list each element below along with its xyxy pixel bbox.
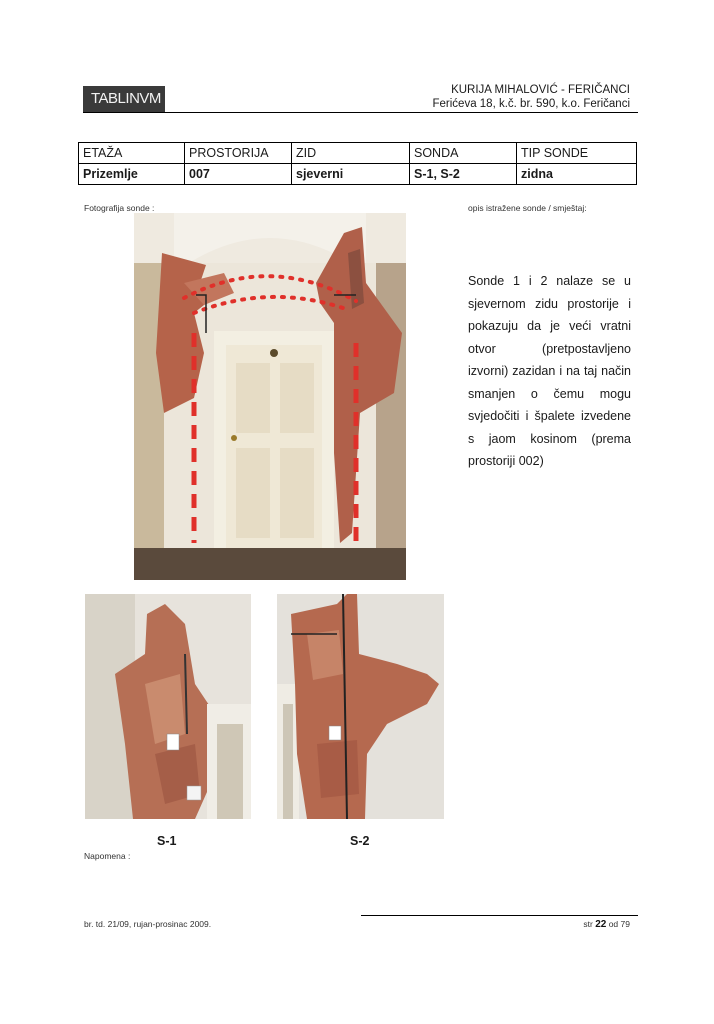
table-cell: 007	[185, 164, 292, 185]
table-header-cell: ZID	[292, 143, 410, 164]
note-label: Napomena :	[84, 851, 131, 861]
page-number	[583, 919, 630, 930]
footer-divider	[361, 915, 638, 916]
table-header-cell: SONDA	[410, 143, 517, 164]
probe-s2-photo	[277, 594, 444, 819]
table-cell: zidna	[517, 164, 637, 185]
s1-label: S-1	[157, 834, 177, 848]
table-header-cell: PROSTORIJA	[185, 143, 292, 164]
table-row	[79, 164, 637, 185]
probe-info-table	[78, 142, 637, 185]
document-title: KURIJA MIHALOVIĆ - FERIČANCI	[451, 84, 630, 96]
main-door-photo	[134, 213, 406, 580]
header-divider	[83, 112, 638, 113]
document-address: Ferićeva 18, k.č. br. 590, k.o. Feričanci	[432, 98, 630, 110]
s2-label: S-2	[350, 834, 370, 848]
page-separator: od	[608, 919, 619, 929]
table-cell: Prizemlje	[79, 164, 185, 185]
table-cell: sjeverni	[292, 164, 410, 185]
table-header-cell: ETAŽA	[79, 143, 185, 164]
page-prefix: str	[583, 919, 593, 929]
probe-s1-photo	[85, 594, 251, 819]
photo-caption: Fotografija sonde :	[84, 203, 155, 213]
description-caption: opis istražene sonde / smještaj:	[468, 203, 587, 213]
table-cell: S-1, S-2	[410, 164, 517, 185]
page-current: 22	[595, 919, 607, 930]
page-total: 79	[620, 919, 630, 929]
logo: TABLINVM	[83, 86, 165, 112]
table-header-row	[79, 143, 637, 164]
probe-description: Sonde 1 i 2 nalaze se u sjevernom zidu prostorije i pokazuju da je veći vratni otvor (pretpostavljeno izvorni) zazidan i na taj način smanjen o čemu mogu svjedočiti i špalete izvedene s jaom kosinom (prema prostoriji 002)	[468, 274, 631, 468]
footer-reference: br. td. 21/09, rujan-prosinac 2009.	[84, 919, 212, 929]
table-header-cell: TIP SONDE	[517, 143, 637, 164]
